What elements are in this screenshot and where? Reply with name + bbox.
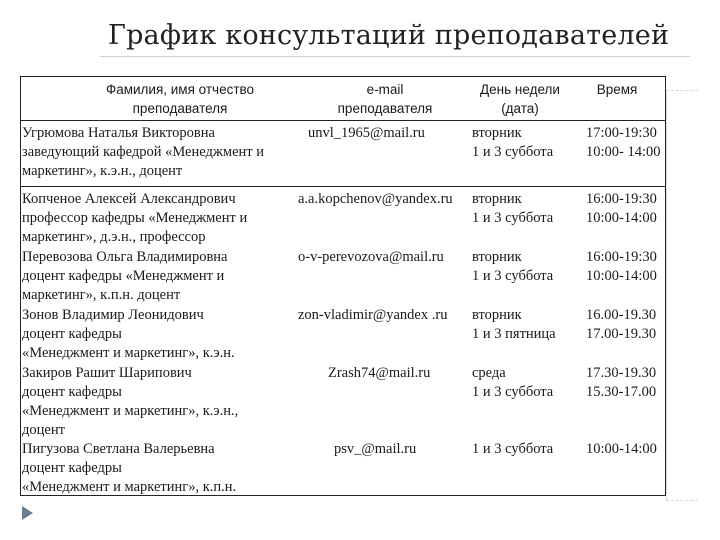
time-line: 17:00-19:30 [586,125,657,141]
email-link[interactable]: unvl_1965@mail.ru [308,125,425,141]
header-name-line: преподавателя [132,101,228,116]
teacher-line: маркетинг», д.э.н., профессор [22,229,206,245]
email-cell [298,248,498,267]
time-line: 10:00-14:00 [586,441,657,457]
teacher-line: Угрюмова Наталья Викторовна [22,125,215,141]
teacher-name-cell [22,306,302,363]
email-link[interactable]: Zrash74@mail.ru [328,365,431,381]
day-cell [472,364,572,402]
email-link[interactable]: a.a.kopchenov@yandex.ru [298,191,453,207]
time-cell [568,440,668,459]
header-day-line: (дата) [501,101,539,116]
table-row [20,248,666,306]
title-divider [100,56,690,57]
time-line: 17.00-19.30 [586,326,657,342]
time-cell [568,124,668,162]
email-cell [298,190,498,209]
day-line: вторник [472,249,522,265]
teacher-line: Закиров Рашит Шарипович [22,365,192,381]
teacher-line: маркетинг», к.э.н., доцент [22,163,183,179]
email-cell [298,440,498,459]
email-link[interactable]: psv_@mail.ru [334,441,417,457]
email-link[interactable]: o-v-perevozova@mail.ru [298,249,444,265]
teacher-line: «Менеджмент и маркетинг», к.э.н., [22,403,239,419]
day-line: 1 и 3 суббота [472,210,554,226]
day-cell [472,248,572,286]
header-name-line: Фамилия, имя отчество [105,82,255,97]
day-line: вторник [472,125,522,141]
teacher-line: Пигузова Светлана Валерьевна [22,441,215,457]
time-line: 10:00- 14:00 [586,144,661,160]
time-cell [568,306,668,344]
day-line: 1 и 3 пятница [472,326,556,342]
teacher-line: Зонов Владимир Леонидович [22,307,204,323]
teacher-line: заведующий кафедрой «Менеджмент и [22,144,264,160]
time-line: 10:00-14:00 [586,268,657,284]
header-day-line: День недели [480,82,560,97]
time-line: 16:00-19:30 [586,249,657,265]
email-cell [298,306,498,325]
teacher-line: Копченое Алексей Александрович [22,191,236,207]
row-divider [20,186,666,187]
decorative-line [666,90,698,91]
day-line: вторник [472,191,522,207]
teacher-line: «Менеджмент и маркетинг», к.э.н. [22,345,235,361]
email-link[interactable]: zon-vladimir@yandex .ru [298,307,448,323]
day-line: 1 и 3 суббота [472,441,554,457]
time-cell [568,248,668,286]
teacher-name-cell [22,248,302,305]
teacher-line: доцент кафедры [22,460,122,476]
teacher-line: профессор кафедры «Менеджмент и [22,210,248,226]
time-line: 10:00-14:00 [586,210,657,226]
time-line: 16:00-19:30 [586,191,657,207]
slide-title: График консультаций преподавателей [108,20,670,51]
day-line: 1 и 3 суббота [472,268,554,284]
slide-bullet-icon [22,506,33,520]
teacher-line: доцент кафедры [22,326,122,342]
time-cell [568,190,668,228]
day-line: вторник [472,307,522,323]
teacher-name-cell [22,364,302,440]
table-row [20,190,666,248]
teacher-name-cell [22,440,302,497]
header-time-line: Время [596,82,638,97]
teacher-name-cell [22,190,302,247]
teacher-name-cell [22,124,302,181]
decorative-line [666,500,698,501]
teacher-line: доцент кафедры [22,384,122,400]
day-cell [472,190,572,228]
table-row [20,440,666,496]
teacher-line: маркетинг», к.п.н. доцент [22,287,181,303]
email-cell [298,364,498,383]
time-line: 15.30-17.00 [586,384,657,400]
day-cell [472,440,572,459]
table-row [20,124,666,184]
day-cell [472,124,572,162]
teacher-line: Перевозова Ольга Владимировна [22,249,228,265]
time-line: 16.00-19.30 [586,307,657,323]
day-cell [472,306,572,344]
teacher-line: доцент кафедры «Менеджмент и [22,268,225,284]
header-email-line: преподавателя [337,101,433,116]
day-line: 1 и 3 суббота [472,144,554,160]
teacher-line: «Менеджмент и маркетинг», к.п.н. [22,479,237,495]
time-line: 17.30-19.30 [586,365,657,381]
row-divider [20,120,666,121]
time-cell [568,364,668,402]
table-row [20,306,666,364]
email-cell [298,124,498,143]
table-row [20,364,666,440]
day-line: 1 и 3 суббота [472,384,554,400]
teacher-line: доцент [22,422,65,438]
day-line: среда [472,365,506,381]
header-email-line: e-mail [366,82,404,97]
